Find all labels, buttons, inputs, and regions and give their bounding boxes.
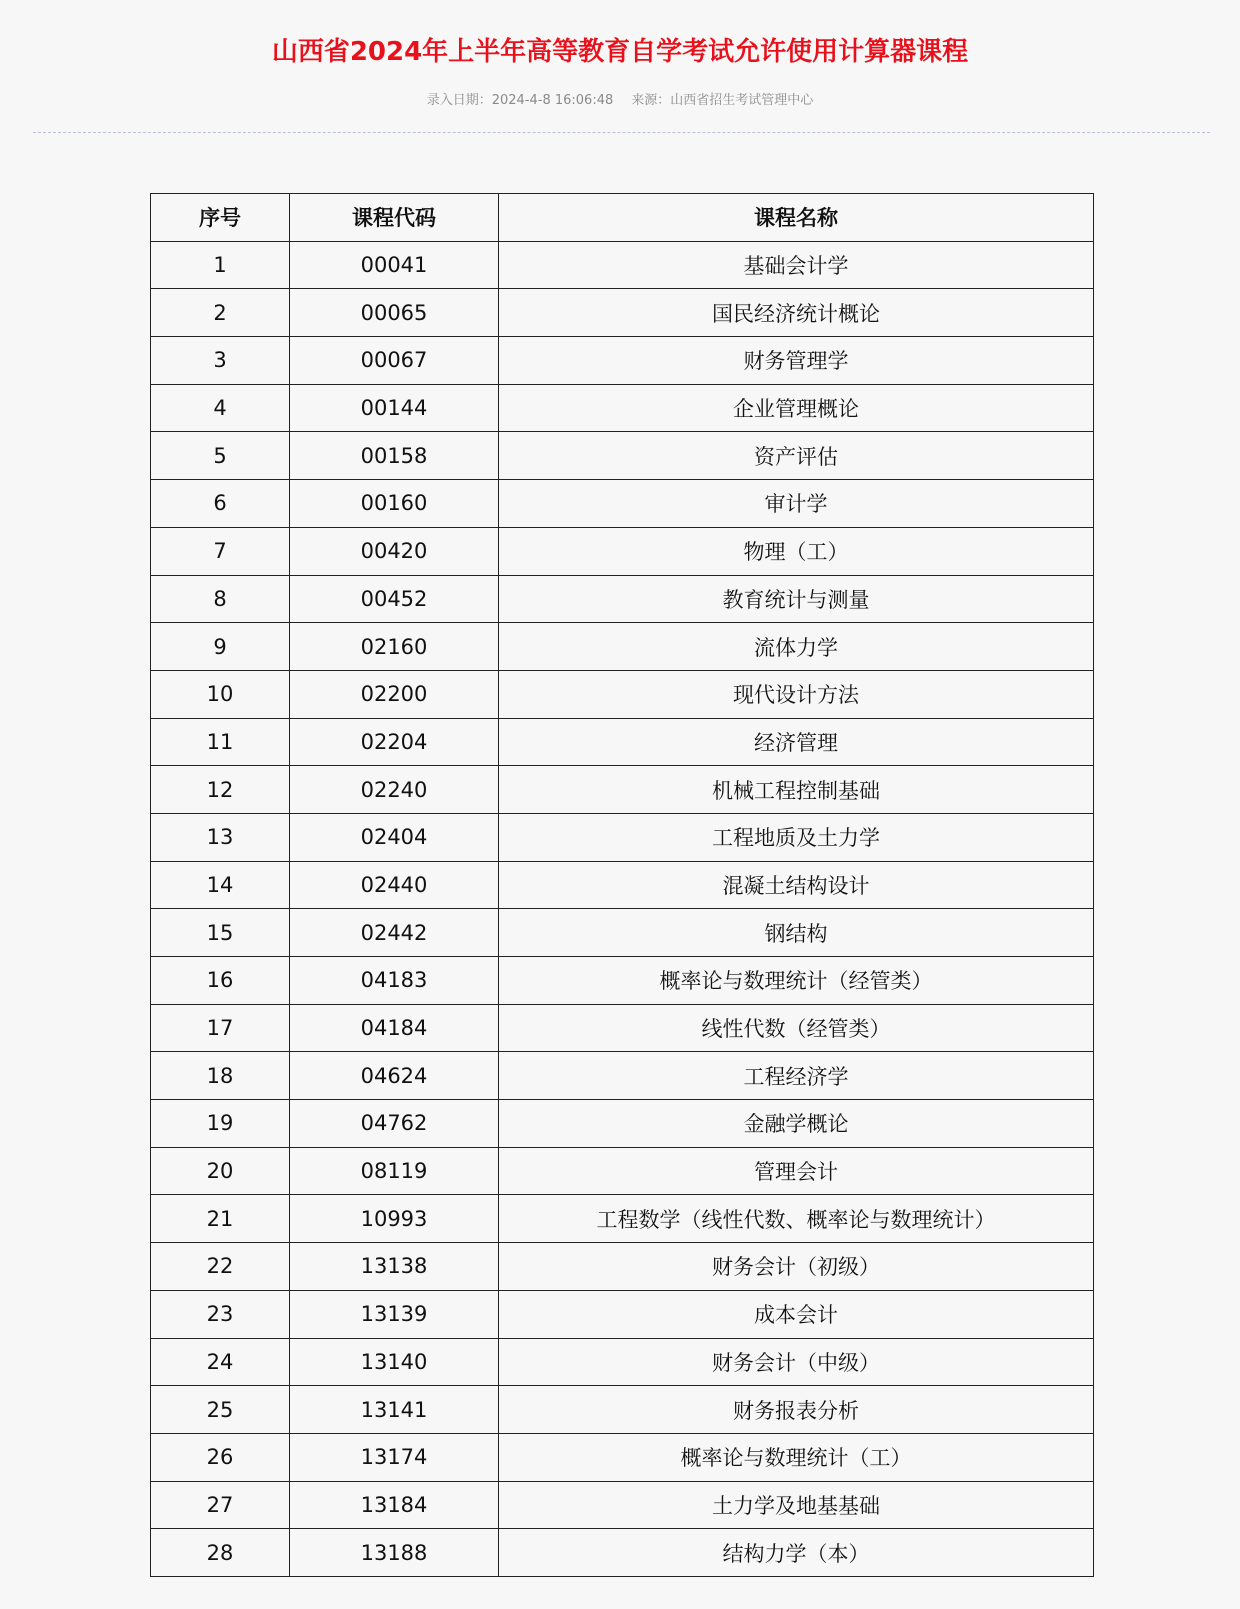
table-row <box>151 1147 1094 1195</box>
cell-code: 13140 <box>290 1338 499 1386</box>
table-row <box>151 384 1094 432</box>
table-row <box>151 1433 1094 1481</box>
cell-no: 20 <box>151 1147 290 1195</box>
cell-no: 22 <box>151 1243 290 1291</box>
table-row <box>151 861 1094 909</box>
table-row <box>151 1338 1094 1386</box>
cell-name: 管理会计 <box>499 1147 1094 1195</box>
cell-code: 00420 <box>290 527 499 575</box>
cell-no: 4 <box>151 384 290 432</box>
cell-name: 机械工程控制基础 <box>499 766 1094 814</box>
cell-name: 线性代数（经管类） <box>499 1004 1094 1052</box>
cell-no: 25 <box>151 1386 290 1434</box>
cell-no: 17 <box>151 1004 290 1052</box>
page-title: 山西省2024年上半年高等教育自学考试允许使用计算器课程 <box>271 37 969 67</box>
table-row <box>151 1243 1094 1291</box>
table-header-row <box>151 194 1094 242</box>
cell-no: 1 <box>151 241 290 289</box>
table-row <box>151 575 1094 623</box>
cell-name: 成本会计 <box>499 1290 1094 1338</box>
table-body <box>151 241 1094 1576</box>
header-no: 序号 <box>151 194 290 242</box>
cell-code: 13138 <box>290 1243 499 1291</box>
entry-date: 2024-4-8 16:06:48 <box>491 93 614 108</box>
source: 山西省招生考试管理中心 <box>670 93 814 108</box>
cell-no: 26 <box>151 1433 290 1481</box>
cell-code: 04624 <box>290 1052 499 1100</box>
table-row <box>151 623 1094 671</box>
cell-code: 02200 <box>290 670 499 718</box>
cell-no: 18 <box>151 1052 290 1100</box>
cell-code: 02240 <box>290 766 499 814</box>
cell-name: 物理（工） <box>499 527 1094 575</box>
cell-name: 财务管理学 <box>499 337 1094 385</box>
cell-code: 08119 <box>290 1147 499 1195</box>
cell-code: 02404 <box>290 813 499 861</box>
cell-no: 8 <box>151 575 290 623</box>
header-name: 课程名称 <box>499 194 1094 242</box>
cell-name: 工程地质及土力学 <box>499 813 1094 861</box>
cell-no: 6 <box>151 480 290 528</box>
table-row <box>151 718 1094 766</box>
cell-no: 13 <box>151 813 290 861</box>
table-row <box>151 1052 1094 1100</box>
cell-name: 资产评估 <box>499 432 1094 480</box>
header-code: 课程代码 <box>290 194 499 242</box>
cell-code: 13139 <box>290 1290 499 1338</box>
cell-no: 19 <box>151 1100 290 1148</box>
cell-name: 企业管理概论 <box>499 384 1094 432</box>
cell-name: 概率论与数理统计（经管类） <box>499 957 1094 1005</box>
table-row <box>151 527 1094 575</box>
cell-code: 00160 <box>290 480 499 528</box>
cell-name: 国民经济统计概论 <box>499 289 1094 337</box>
course-table <box>150 193 1094 1577</box>
cell-code: 00158 <box>290 432 499 480</box>
cell-code: 04762 <box>290 1100 499 1148</box>
table-row <box>151 1481 1094 1529</box>
table-row <box>151 670 1094 718</box>
article-meta <box>0 90 1240 112</box>
table-row <box>151 1290 1094 1338</box>
cell-code: 02442 <box>290 909 499 957</box>
table-row <box>151 957 1094 1005</box>
cell-no: 15 <box>151 909 290 957</box>
entry-date-label: 录入日期： <box>426 93 492 108</box>
table-row <box>151 1195 1094 1243</box>
table-row <box>151 1529 1094 1577</box>
cell-code: 00067 <box>290 337 499 385</box>
cell-code: 00065 <box>290 289 499 337</box>
table-row <box>151 1100 1094 1148</box>
cell-code: 04183 <box>290 957 499 1005</box>
cell-no: 5 <box>151 432 290 480</box>
cell-name: 教育统计与测量 <box>499 575 1094 623</box>
table-row <box>151 337 1094 385</box>
cell-no: 16 <box>151 957 290 1005</box>
cell-no: 21 <box>151 1195 290 1243</box>
cell-name: 财务会计（中级） <box>499 1338 1094 1386</box>
cell-no: 9 <box>151 623 290 671</box>
cell-name: 基础会计学 <box>499 241 1094 289</box>
cell-code: 00144 <box>290 384 499 432</box>
cell-name: 结构力学（本） <box>499 1529 1094 1577</box>
table-row <box>151 241 1094 289</box>
table-row <box>151 1386 1094 1434</box>
cell-no: 2 <box>151 289 290 337</box>
cell-no: 27 <box>151 1481 290 1529</box>
cell-code: 04184 <box>290 1004 499 1052</box>
cell-name: 概率论与数理统计（工） <box>499 1433 1094 1481</box>
cell-name: 经济管理 <box>499 718 1094 766</box>
cell-code: 13184 <box>290 1481 499 1529</box>
cell-code: 00452 <box>290 575 499 623</box>
cell-name: 工程数学（线性代数、概率论与数理统计） <box>499 1195 1094 1243</box>
table-row <box>151 813 1094 861</box>
cell-code: 13188 <box>290 1529 499 1577</box>
cell-name: 工程经济学 <box>499 1052 1094 1100</box>
cell-name: 财务报表分析 <box>499 1386 1094 1434</box>
cell-code: 02440 <box>290 861 499 909</box>
cell-name: 金融学概论 <box>499 1100 1094 1148</box>
table-row <box>151 432 1094 480</box>
table-row <box>151 480 1094 528</box>
cell-code: 10993 <box>290 1195 499 1243</box>
source-label: 来源： <box>631 93 671 108</box>
cell-no: 24 <box>151 1338 290 1386</box>
cell-name: 土力学及地基基础 <box>499 1481 1094 1529</box>
cell-name: 钢结构 <box>499 909 1094 957</box>
dashed-divider <box>33 132 1210 133</box>
table-row <box>151 766 1094 814</box>
cell-code: 02204 <box>290 718 499 766</box>
cell-no: 3 <box>151 337 290 385</box>
cell-no: 14 <box>151 861 290 909</box>
cell-no: 28 <box>151 1529 290 1577</box>
cell-no: 7 <box>151 527 290 575</box>
cell-name: 流体力学 <box>499 623 1094 671</box>
cell-no: 23 <box>151 1290 290 1338</box>
cell-no: 11 <box>151 718 290 766</box>
table-row <box>151 909 1094 957</box>
cell-code: 13174 <box>290 1433 499 1481</box>
cell-name: 财务会计（初级） <box>499 1243 1094 1291</box>
cell-name: 审计学 <box>499 480 1094 528</box>
table-row <box>151 1004 1094 1052</box>
cell-no: 12 <box>151 766 290 814</box>
cell-code: 13141 <box>290 1386 499 1434</box>
cell-no: 10 <box>151 670 290 718</box>
cell-code: 00041 <box>290 241 499 289</box>
table-row <box>151 289 1094 337</box>
cell-name: 现代设计方法 <box>499 670 1094 718</box>
cell-name: 混凝土结构设计 <box>499 861 1094 909</box>
cell-code: 02160 <box>290 623 499 671</box>
